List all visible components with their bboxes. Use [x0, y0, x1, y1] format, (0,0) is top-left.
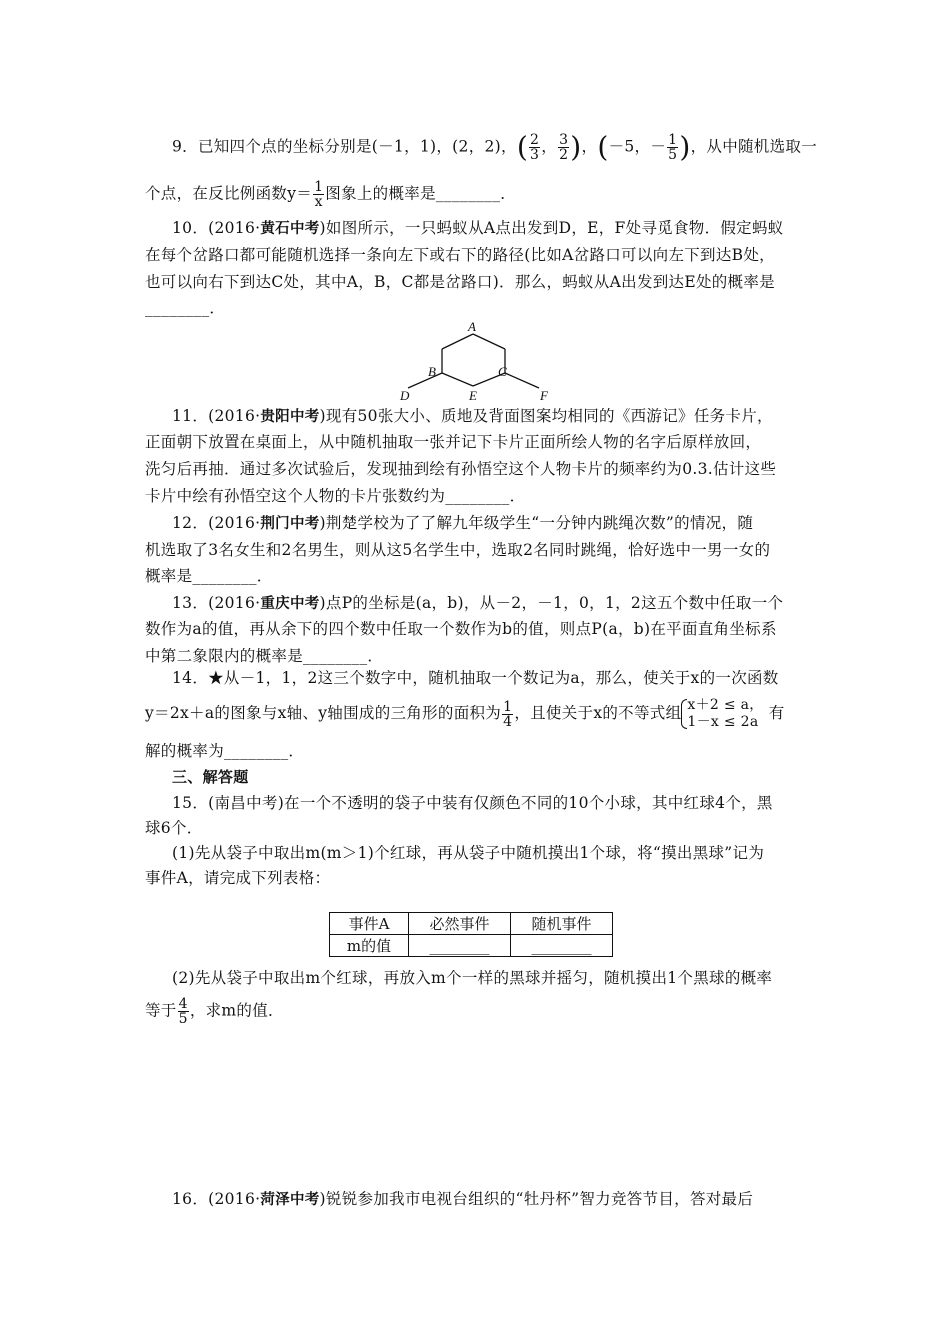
- q13-line3: 中第二象限内的概率是________．: [145, 647, 384, 665]
- q12-line1: 12．(2016·荆门中考)荆楚学校为了了解九年级学生“一分钟内跳绳次数”的情况，随: [172, 514, 754, 532]
- q9-text-d: 图象上的概率是________．: [325, 184, 517, 203]
- source-label: 贵阳中考: [260, 409, 320, 425]
- q12-line2: 机选取了3名女生和2名男生，则从这5名学生中，选取2名同时跳绳，恰好选中一男一女的: [145, 541, 771, 559]
- label-E: E: [469, 388, 477, 403]
- fraction: $\frac{1}{5}$: [668, 132, 678, 163]
- label-A: A: [468, 319, 476, 334]
- source-label: 荆门中考: [260, 516, 320, 532]
- q16-line1: 16．(2016·菏泽中考)锐锐参加我市电视台组织的“牡丹杯”智力竞答节目，答对最后: [172, 1190, 754, 1208]
- label-C: C: [498, 364, 507, 379]
- label-D: D: [400, 388, 410, 403]
- table-cell: 事件A: [330, 913, 409, 935]
- table-cell: m的值: [330, 935, 409, 957]
- q9-mid: －5，－: [608, 137, 667, 156]
- inequality-system: x＋2 ≤ a， 1－x ≤ 2a: [681, 697, 763, 731]
- q11-line1: 11．(2016·贵阳中考)现有50张大小、质地及背面图案均相同的《西游记》任务卡片，: [172, 407, 773, 425]
- q9-text-a: 9．已知四个点的坐标分别是(－1，1)，(2，2)，: [172, 137, 517, 156]
- q9-text-c: 个点，在反比例函数y＝: [145, 184, 313, 203]
- q15-line2: 球6个．: [145, 819, 203, 837]
- q15-part2-line2: 等于 $\frac{4}{5}$ ，求m的值．: [145, 996, 284, 1027]
- fraction: $\frac{3}{2}$: [559, 132, 569, 163]
- q14-line1: 14．★从－1，1，2这三个数字中，随机抽取一个数记为a，那么，使关于x的一次函数: [172, 669, 779, 687]
- q15-part1-line1: (1)先从袋子中取出m(m＞1)个红球，再从袋子中随机摸出1个球，将“摸出黑球”记为: [172, 844, 765, 862]
- q14-line2: y＝2x＋a的图象与x轴、y轴围成的三角形的面积为 $\frac{1}{4}$ ，且使关于x的不等式组 x＋2 ≤ a， 1－x ≤ 2a 有: [145, 697, 785, 730]
- q9-line1: 9．已知四个点的坐标分别是(－1，1)，(2，2)，( $\frac{2}{3}$ ， $\frac{3}{2}$ )，(－5，－ $\frac{1}{5}$ )，从中随机选取一: [172, 130, 817, 164]
- q11-line4: 卡片中绘有孙悟空这个人物的卡片张数约为________．: [145, 487, 526, 505]
- label-F: F: [540, 388, 548, 403]
- source-label: 菏泽中考: [260, 1192, 320, 1208]
- q10-line3: 也可以向右下到达C处，其中A，B，C都是岔路口)．那么，蚂蚁从A出发到达E处的概率是: [145, 273, 775, 291]
- fraction: $\frac{1}{4}$: [503, 698, 513, 730]
- q15-part1-line2: 事件A，请完成下列表格：: [145, 869, 331, 887]
- q14-line3: 解的概率为________．: [145, 742, 305, 760]
- table-cell: ________: [511, 935, 613, 957]
- q13-line2: 数作为a的值，再从余下的四个数中任取一个数作为b的值，则点P(a，b)在平面直角坐标系: [145, 620, 777, 638]
- table-cell: 必然事件: [409, 913, 511, 935]
- q11-line2: 正面朝下放置在桌面上，从中随机抽取一张并记下卡片正面所绘人物的名字后原样放回，: [145, 433, 762, 451]
- q9-line2: [145, 180, 516, 209]
- event-table: [329, 912, 613, 957]
- q9-text-b: ，从中随机选取一: [690, 137, 817, 156]
- q10-line4: ________．: [145, 299, 226, 317]
- section-heading: 三、解答题: [172, 768, 249, 786]
- table-cell: 随机事件: [511, 913, 613, 935]
- table-row: [330, 935, 613, 957]
- fraction: $\frac{1}{x}$: [314, 179, 324, 210]
- q13-line1: 13．(2016·重庆中考)点P的坐标是(a，b)，从－2，－1，0，1，2这五个数中任取一个: [172, 594, 784, 612]
- q10-line1: 10．(2016·黄石中考)如图所示，一只蚂蚁从A点出发到D，E，F处寻觅食物．假定蚂蚁: [172, 219, 784, 237]
- q12-line3: 概率是________．: [145, 567, 273, 585]
- fraction: $\frac{2}{3}$: [530, 132, 540, 163]
- source-label: 南昌中考: [214, 794, 278, 812]
- ant-path-diagram: [395, 318, 555, 403]
- q10-line2: 在每个岔路口都可能随机选择一条向左下或右下的路径(比如A岔路口可以向左下到达B处，: [145, 246, 775, 264]
- table-row: [330, 913, 613, 935]
- q15-part2-line1: (2)先从袋子中取出m个红球，再放入m个一样的黑球并摇匀，随机摸出1个黑球的概率: [172, 969, 773, 987]
- q15-line1: 15．(南昌中考)在一个不透明的袋子中装有仅颜色不同的10个小球，其中红球4个，黑: [172, 794, 773, 812]
- table-cell: ________: [409, 935, 511, 957]
- source-label: 重庆中考: [260, 596, 320, 612]
- q11-line3: 洗匀后再抽．通过多次试验后，发现抽到绘有孙悟空这个人物卡片的频率约为0.3.估计这些: [145, 460, 777, 478]
- source-label: 黄石中考: [260, 221, 320, 237]
- fraction: $\frac{4}{5}$: [178, 996, 188, 1027]
- label-B: B: [428, 364, 436, 379]
